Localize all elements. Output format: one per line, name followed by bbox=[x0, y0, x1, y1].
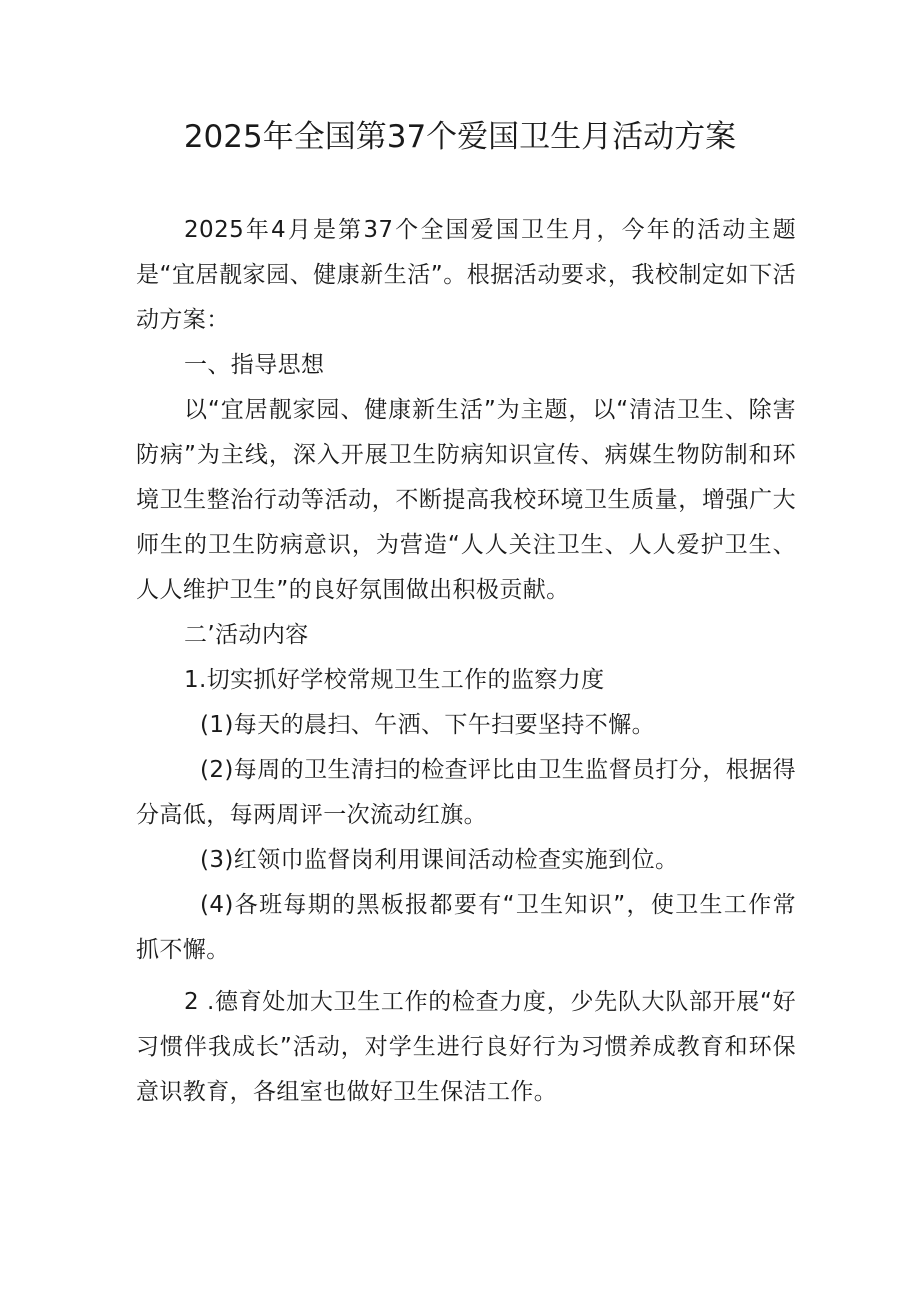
intro-paragraph: 2025年4月是第37个全国爱国卫生月，今年的活动主题是“宜居靓家园、健康新生活”。根据活动要求，我校制定如下活动方案： bbox=[136, 217, 796, 333]
section-heading-guiding-ideology: 一、指导思想 bbox=[184, 352, 325, 378]
item-2-paragraph: 2 .德育处加大卫生工作的检查力度，少先队大队部开展“好习惯伴我成长”活动，对学生进行良好行为习惯养成教育和环保意识教育，各组室也做好卫生保洁工作。 bbox=[136, 989, 796, 1105]
guiding-ideology-paragraph: 以“宜居靓家园、健康新生活”为主题，以“清洁卫生、除害防病”为主线，深入开展卫生防病知识宣传、病媒生物防制和环境卫生整治行动等活动，不断提高我校环境卫生质量，增强广大师生的卫生防病意识，为营造“人人关注卫生、人人爱护卫生、人人维护卫生”的良好氛围做出积极贡献。 bbox=[136, 397, 796, 603]
sub-item-2: (2)每周的卫生清扫的检查评比由卫生监督员打分，根据得分高低，每两周评一次流动红旗。 bbox=[136, 757, 796, 828]
sub-item-3: (3)红领巾监督岗利用课间活动检查实施到位。 bbox=[200, 847, 679, 873]
document-body bbox=[136, 208, 796, 1115]
sub-item-1: (1)每天的晨扫、午洒、下午扫要坚持不懈。 bbox=[200, 712, 655, 738]
section-heading-activity-content: 二’活动内容 bbox=[184, 622, 309, 648]
document-title: 2025年全国第37个爱国卫生月活动方案 bbox=[183, 119, 737, 155]
item-1-heading: 1.切实抓好学校常规卫生工作的监察力度 bbox=[184, 667, 605, 693]
sub-item-4: (4)各班每期的黑板报都要有“卫生知识”，使卫生工作常抓不懈。 bbox=[136, 892, 796, 963]
